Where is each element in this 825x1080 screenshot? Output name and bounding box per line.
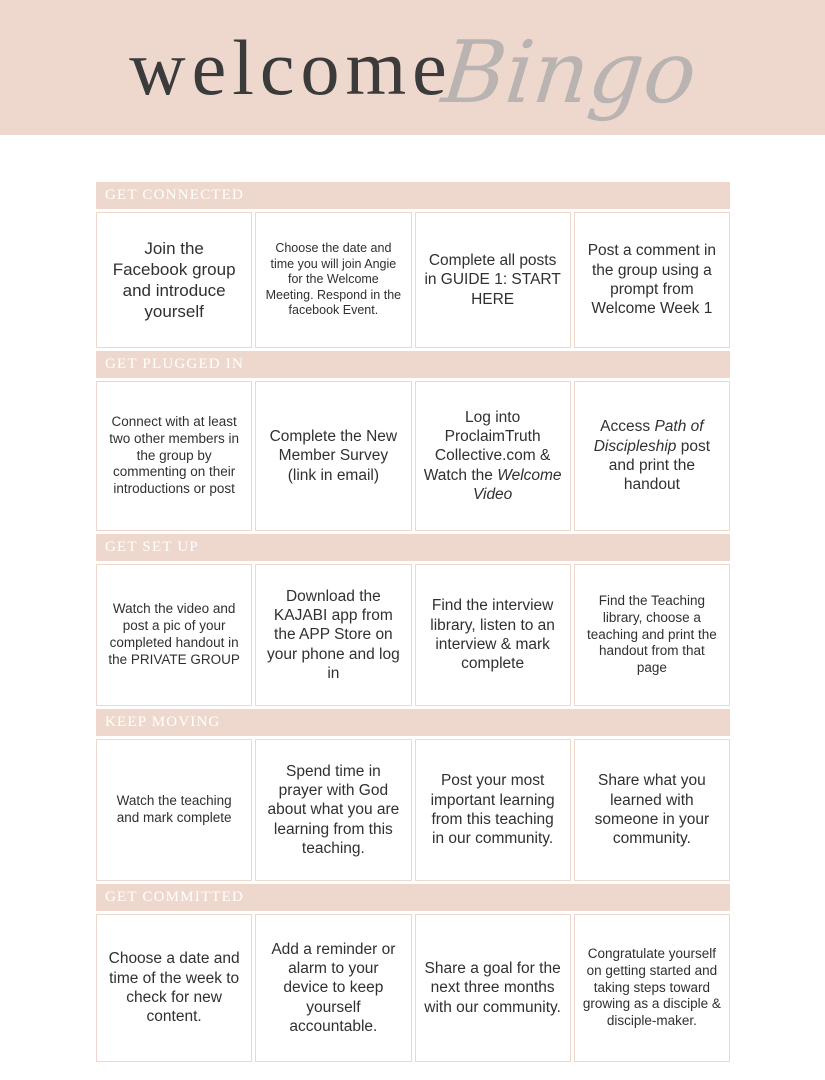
bingo-cell[interactable]	[255, 212, 411, 348]
bingo-cell[interactable]	[574, 381, 730, 531]
bingo-cell[interactable]	[574, 739, 730, 881]
bingo-cell-text: Choose a date and time of the week to check for new content.	[108, 950, 240, 1026]
bingo-cell[interactable]	[255, 381, 411, 531]
bingo-grid	[96, 182, 730, 1065]
section-header-get-committed	[96, 884, 730, 911]
bingo-cell[interactable]	[415, 212, 571, 348]
bingo-cell-text: Congratulate yourself on getting started and taking steps toward growing as a disciple & disciple-maker.	[582, 945, 721, 1029]
bingo-cell-text: Spend time in prayer with God about what you are learning from this teaching.	[267, 762, 400, 858]
section-header-label: GET CONNECTED	[105, 187, 245, 203]
bingo-cell[interactable]	[96, 381, 252, 531]
bingo-cell[interactable]	[96, 212, 252, 348]
bingo-row	[96, 914, 730, 1062]
bingo-cell-text: Complete the New Member Survey (link in email)	[269, 427, 398, 484]
bingo-cell-text: Complete all posts in GUIDE 1: START HERE	[424, 251, 561, 308]
bingo-row	[96, 564, 730, 706]
section-header-get-plugged-in	[96, 351, 730, 378]
section-header-label: KEEP MOVING	[105, 714, 221, 730]
bingo-cell[interactable]	[415, 564, 571, 706]
bingo-cell[interactable]	[96, 914, 252, 1062]
bingo-cell[interactable]	[96, 564, 252, 706]
bingo-cell-text: Find the interview library, listen to an interview & mark complete	[430, 597, 555, 673]
bingo-cell-text: Watch the teaching and mark complete	[116, 793, 232, 825]
bingo-cell[interactable]	[255, 739, 411, 881]
bingo-cell-text: Share what you learned with someone in your community.	[594, 772, 710, 848]
section-header-get-set-up	[96, 534, 730, 561]
bingo-cell-text: Log into ProclaimTruth Collective.com & Watch the Welcome Video	[423, 408, 562, 504]
bingo-cell-text: Post your most important learning from this teaching in our community.	[430, 772, 555, 848]
bingo-cell-text: Add a reminder or alarm to your device to keep yourself accountable.	[271, 940, 396, 1036]
bingo-cell[interactable]	[574, 564, 730, 706]
bingo-cell[interactable]	[255, 564, 411, 706]
bingo-cell-text: Find the Teaching library, choose a teaching and print the handout from that page	[586, 592, 717, 676]
section-header-label: GET SET UP	[105, 539, 199, 555]
bingo-cell[interactable]	[574, 212, 730, 348]
bingo-cell[interactable]	[96, 739, 252, 881]
section-header-keep-moving	[96, 709, 730, 736]
section-header-label: GET COMMITTED	[105, 889, 245, 905]
bingo-cell-text: Join the Facebook group and introduce yourself	[112, 238, 236, 322]
bingo-row	[96, 212, 730, 348]
bingo-cell-text: Share a goal for the next three months with our community.	[424, 959, 561, 1016]
bingo-cell[interactable]	[415, 739, 571, 881]
bingo-cell-text: Download the KAJABI app from the APP Store on your phone and log in	[267, 587, 400, 683]
bingo-cell[interactable]	[415, 381, 571, 531]
section-header-label: GET PLUGGED IN	[105, 356, 245, 372]
title-welcome: welcome	[129, 24, 453, 111]
bingo-cell-text: Choose the date and time you will join Angie for the Welcome Meeting. Respond in the facebook Event.	[265, 240, 402, 318]
bingo-cell-text: Access Path of Discipleship post and print the handout	[593, 418, 711, 494]
bingo-cell-text: Connect with at least two other members in the group by commenting on their introductions or post	[109, 413, 240, 497]
bingo-cell[interactable]	[415, 914, 571, 1062]
bingo-cell[interactable]	[574, 914, 730, 1062]
section-header-get-connected	[96, 182, 730, 209]
header-band	[0, 0, 825, 135]
bingo-row	[96, 739, 730, 881]
bingo-cell[interactable]	[255, 914, 411, 1062]
title-bingo: Bingo	[437, 23, 701, 123]
bingo-cell-text: Post a comment in the group using a prompt from Welcome Week 1	[587, 242, 717, 318]
bingo-row	[96, 381, 730, 531]
bingo-cell-text: Watch the video and post a pic of your completed handout in the PRIVATE GROUP	[108, 601, 240, 667]
